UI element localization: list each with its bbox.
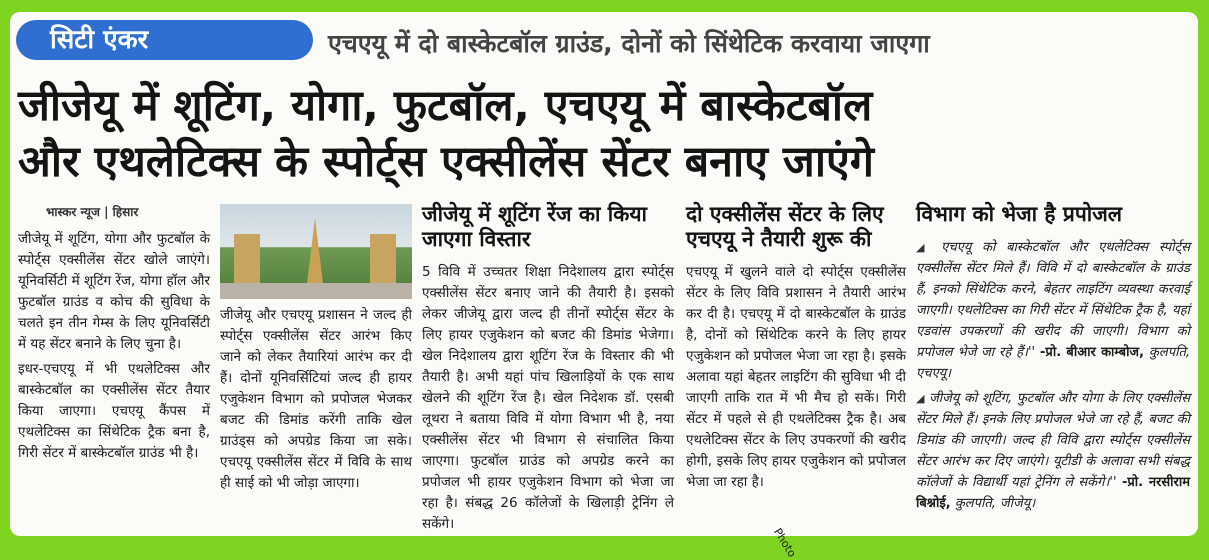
quote-2	[916, 388, 1190, 514]
headline-line-2: और एथलेटिक्स के स्पोर्ट्स एक्सीलेंस सेंटर बनाए जाएंगे	[18, 137, 874, 187]
column-5	[916, 202, 1190, 532]
quote-1-text: एचएयू को बास्केटबॉल और एथलेटिक्स स्पोर्ट्स एक्सीलेंस सेंटर मिले हैं। विवि में दो बास्केटबॉल के ग्राउंड हैं, इनको सिंथेटिक करने, बेहतर लाइटिंग व्यवस्था करवाई जाएगी। एथलेटिक्स का गिरी सेंटर में सिंथेटिक ट्रैक है, यहां एडवांस उपकरणों की खरीद की जाएगी। विभाग को प्रपोजल भेजे जा रहे हैं।''	[916, 240, 1190, 360]
col3-subhead: जीजेयू में शूटिंग रेंज का किया जाएगा विस्तार	[422, 202, 647, 251]
kicker-headline: एचएयू में दो बास्केटबॉल ग्राउंड, दोनों को सिंथेटिक करवाया जाएगा	[328, 29, 930, 58]
column-3	[422, 202, 674, 532]
col4-subhead: दो एक्सीलेंस सेंटर के लिए एचएयू ने तैयारी शुरू की	[686, 202, 884, 251]
byline: भास्कर न्यूज | हिसार	[46, 205, 139, 219]
campus-gate-photo	[220, 204, 412, 299]
newspaper-clipping	[10, 12, 1198, 560]
headline-line-1: जीजेयू में शूटिंग, योगा, फुटबॉल, एचएयू में बास्केटबॉल	[18, 81, 873, 131]
col2-paragraph-1: जीजेयू और एचएयू प्रशासन ने जल्द ही स्पोर्ट्स एक्सीलेंस सेंटर आरंभ किए जाने को लेकर तैयारियां आरंभ कर दी हैं। दोनों यूनिवर्सिटियां जल्द ही हायर एजुकेशन विभाग को प्रपोजल भेजकर बजट की डिमांड करेंगी ताकि खेल ग्राउंड्स को अपग्रेड किया जा सके। एचएयू एक्सीलेंस सेंटर में विवि के साथ ही साई को भी जोड़ा जाएगा।	[220, 307, 412, 491]
quote-marker-icon: ◢	[916, 241, 942, 254]
column-4	[686, 202, 906, 532]
quote-1-role: कुलपति, एचएयू।	[916, 345, 1191, 381]
photo-watermark: Photo	[770, 526, 799, 560]
quote-1-author: -प्रो. बीआर काम्बोज,	[1040, 345, 1145, 360]
quote-2-text: जीजेयू को शूटिंग, फुटबॉल और योगा के लिए एक्सीलेंस सेंटर मिले हैं। इनके लिए प्रपोजल भेजे जा रहे हैं, बजट की डिमांड की जाएगी। जल्द ही विवि द्वारा स्पोर्ट्स एक्सीलेंस सेंटर आरंभ कर दिए जाएंगे। यूटीडी के अलावा सभी संबद्ध कॉलेजों के विद्यार्थी यहां ट्रेनिंग ले सकेंगे।''	[916, 391, 1190, 490]
quote-1	[916, 237, 1190, 384]
gate-pillar-left	[234, 234, 260, 284]
column-1	[18, 202, 210, 532]
quote-2-author: -प्रो. नरसीराम बिश्नोई,	[916, 475, 1190, 511]
col4-paragraph-1: एचएयू में खुलने वाले दो स्पोर्ट्स एक्सीलेंस सेंटर के लिए विवि प्रशासन ने तैयारी आरंभ कर दी है। एचएयू में दो बास्केटबॉल के ग्राउंड है, दोनों को सिंथेटिक करने के लिए हायर एजुकेशन को प्रपोजल भेजा जा रहा है। इसके अलावा यहां बेहतर लाइटिंग की सुविधा भी दी जाएगी ताकि रात में भी मैच हो सकें। गिरी सेंटर में पहले से ही एथलेटिक्स ट्रैक है। अब एथलेटिक्स सेंटर के लिए उपकरणों की खरीद होगी, इसके लिए हायर एजुकेशन को प्रपोजल भेजा जा रहा है।	[686, 264, 906, 490]
col1-paragraph-2: इधर-एचएयू में भी एथलेटिक्स और बास्केटबॉल का एक्सीलेंस सेंटर तैयार किया जाएगा। एचएयू कैंपस में एथलेटिक्स का सिंथेटिक ट्रैक बना है, गिरी सेंटर में बास्केटबॉल ग्राउंड भी है।	[18, 361, 210, 461]
section-badge: सिटी एंकर	[16, 20, 313, 60]
gate-pillar-right	[370, 234, 396, 284]
col5-subhead: विभाग को भेजा है प्रपोजल	[916, 202, 1123, 226]
quote-2-role: कुलपति, जीजेयू।	[954, 496, 1036, 511]
gate-tower	[306, 218, 324, 292]
main-headline	[18, 78, 1190, 190]
quote-marker-icon: ◢	[916, 392, 930, 405]
col3-paragraph-1: 5 विवि में उच्चतर शिक्षा निदेशालय द्वारा स्पोर्ट्स एक्सीलेंस सेंटर बनाए जाने की तैयारी है। इसको लेकर जीजेयू द्वारा जल्द ही तीनों स्पोर्ट्स सेंटर के लिए हायर एजुकेशन को बजट की डिमांड भेजेगा। खेल निदेशालय द्वारा शूटिंग रेंज के विस्तार की भी तैयारी है। अभी यहां पांच खिलाड़ियों के एक साथ खेलने की शूटिंग रेंज है। खेल निदेशक डॉ. एसबी लूथरा ने बताया विवि में योगा विभाग भी है, नया एक्सीलेंस सेंटर भी विभाग से संचालित किया जाएगा। फुटबॉल ग्राउंड को अपग्रेड करने का प्रपोजल भी हायर एजुकेशन विभाग को भेजा जा रहा है। संबद्ध 26 कॉलेजों के खिलाड़ी ट्रेनिंग ले सकेंगे।	[422, 264, 674, 532]
road	[220, 283, 412, 299]
column-2	[220, 305, 412, 533]
col1-paragraph-1: जीजेयू में शूटिंग, योगा और फुटबॉल के स्पोर्ट्स एक्सीलेंस सेंटर खोले जाएंगे। यूनिवर्सिटी में शूटिंग रेंज, योगा हॉल और फुटबॉल ग्राउंड व कोच की सुविधा के चलते इन तीन गेम्स के लिए यूनिवर्सिटी में यह सेंटर बनाने के लिए चुना है।	[18, 231, 210, 352]
